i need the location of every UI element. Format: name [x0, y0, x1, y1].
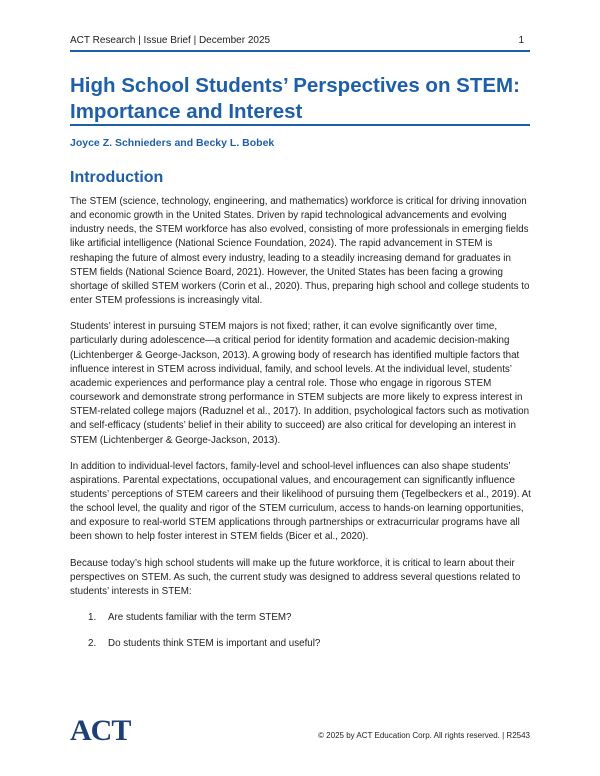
list-item: [70, 637, 532, 651]
copyright: © 2025 by ACT Education Corp. All rights reserved. | R2543: [318, 731, 530, 740]
list-number: 2.: [88, 638, 97, 650]
list-text: Do students think STEM is important and useful?: [108, 638, 321, 650]
section-heading: Introduction: [70, 169, 164, 186]
list-number: 1.: [88, 612, 97, 624]
authors: Joyce Z. Schnieders and Becky L. Bobek: [70, 137, 275, 149]
act-logo: [70, 716, 162, 744]
paragraph: The STEM (science, technology, engineering, and mathematics) workforce is critical for driving innovation and economic growth in the United States. Driven by rapid technological advancements and evolving industry needs, the STEM workforce has also evolved, consisting of more professionals in emerging fields like artificial intelligence (National Science Foundation, 2024). The rapid advancement in STEM is reshaping the future of almost every industry, leading to a steadily increasing demand for graduates in STEM fields (National Science Board, 2021). However, the United States has been facing a growing shortage of skilled STEM workers (Corin et al., 2020). Thus, preparing high school and college students to enter STEM professions is increasingly vital.: [70, 196, 530, 307]
paragraph: In addition to individual-level factors, family-level and school-level influences can also shape students’ aspirations. Parental expectations, occupational values, and encouragement can significantly influence students’ perceptions of STEM careers and their likelihood of pursuing them (Tegelbeckers et al., 2019). At the school level, the quality and rigor of the STEM curriculum, access to hands-on learning opportunities, and exposure to real-world STEM applications through partnerships or extracurricular programs have all been shown to help foster interest in STEM fields (Bicer et al., 2020).: [70, 460, 531, 543]
page-title: [70, 73, 540, 125]
title-line-1: High School Students’ Perspectives on STEM:: [70, 74, 520, 97]
header-rule: [70, 50, 530, 52]
title-line-2: Importance and Interest: [70, 100, 303, 123]
body-text: [70, 195, 532, 663]
list-text: Are students familiar with the term STEM?: [108, 612, 292, 624]
paragraph: Because today’s high school students will make up the future workforce, it is critical to learn about their perspectives on STEM. As such, the current study was designed to address several questions related to students’ interests in STEM:: [70, 557, 521, 597]
paragraph: Students’ interest in pursuing STEM majors is not fixed; rather, it can evolve significantly over time, particularly during adolescence—a critical period for identity formation and academic decision-making (Lichtenberger & George-Jackson, 2013). A growing body of research has identified multiple factors that influence interest in STEM across individual, family, and school levels. At the individual level, students’ academic experiences and performance play a central role. Those who engage in rigorous STEM coursework and demonstrate strong performance in STEM subjects are more likely to express interest in STEM-related college majors (Raduznel et al., 2017). In addition, psychological factors such as motivation and self-efficacy (students’ belief in their ability to succeed) are also critical for developing an interest in STEM (Lichtenberger & George-Jackson, 2013).: [70, 321, 530, 446]
running-header: [70, 35, 530, 49]
running-title: ACT Research | Issue Brief | December 2025: [70, 35, 271, 46]
research-questions-list: [70, 611, 532, 651]
title-rule: [70, 124, 530, 126]
act-logo-text: ACT: [70, 716, 131, 744]
page-footer: [70, 716, 532, 744]
list-item: [70, 611, 532, 625]
page-number: 1: [518, 35, 524, 46]
